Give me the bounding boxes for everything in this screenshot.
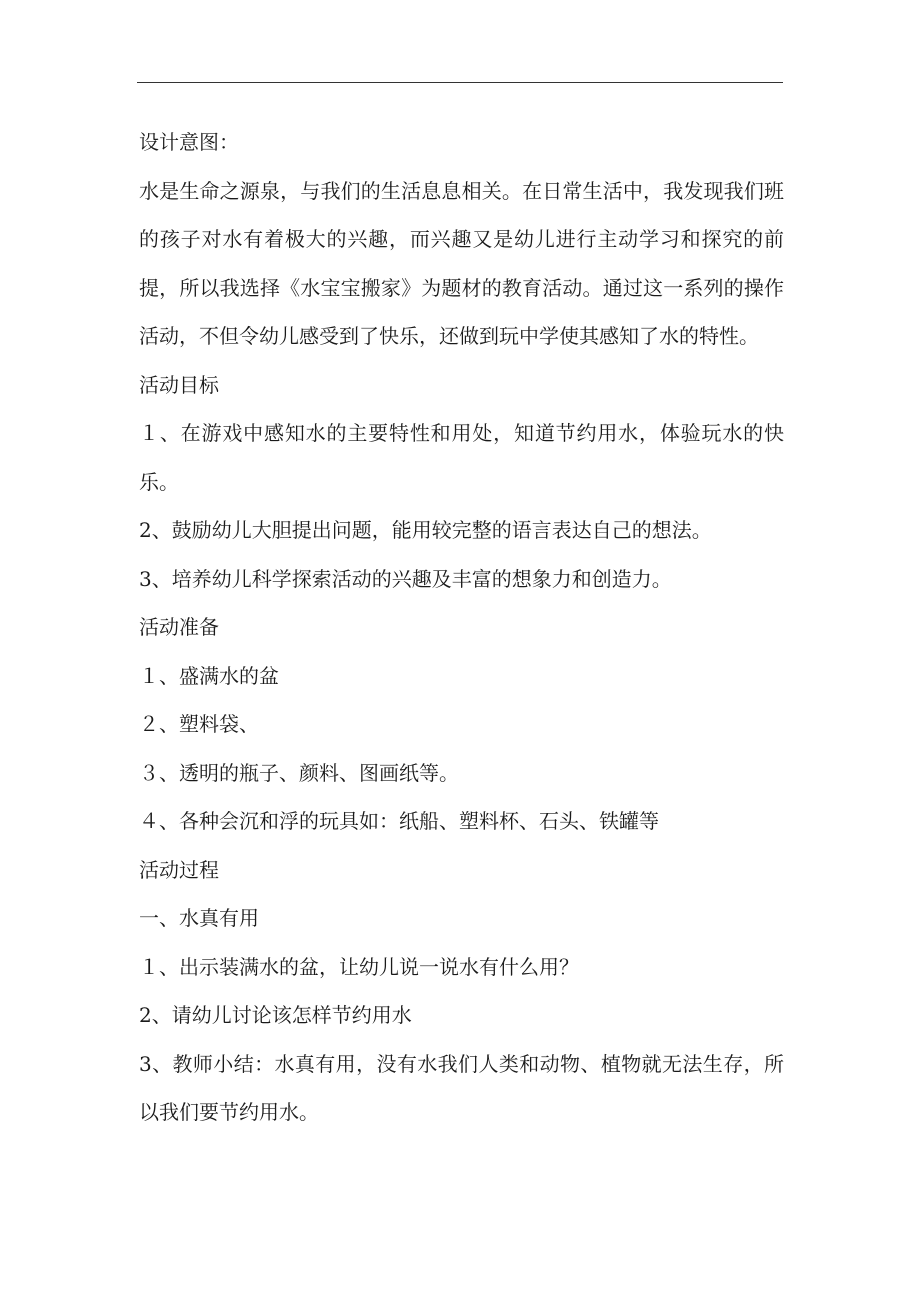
- document-body: [139, 118, 784, 1137]
- preparation-item-1: １、盛满水的盆: [139, 663, 279, 688]
- goal-item-1: １、在游戏中感知水的主要特性和用处，知道节约用水，体验玩水的快乐。: [139, 421, 784, 494]
- header-rule: [137, 82, 783, 83]
- paragraph-design-intent: 水是生命之源泉，与我们的生活息息相关。在日常生活中，我发现我们班的孩子对水有着极大的兴趣，而兴趣又是幼儿进行主动学习和探究的前提，所以我选择《水宝宝搬家》为题材的教育活动。通过这一系列的操作活动，不但令幼儿感受到了快乐，还做到玩中学使其感知了水的特性。: [139, 178, 784, 348]
- preparation-item-4: ４、各种会沉和浮的玩具如：纸船、塑料杯、石头、铁罐等: [139, 809, 659, 833]
- process-item-3: 3、教师小结：水真有用，没有水我们人类和动物、植物就无法生存，所以我们要节约用水。: [139, 1051, 784, 1124]
- process-item-2: 2、请幼儿讨论该怎样节约用水: [139, 1003, 412, 1027]
- process-subheading-1: 一、水真有用: [139, 906, 259, 930]
- section-heading-goals: 活动目标: [139, 372, 219, 397]
- process-item-1: １、出示装满水的盆，让幼儿说一说水有什么用？: [139, 954, 579, 979]
- section-heading-process: 活动过程: [139, 857, 219, 882]
- goal-item-3: 3、培养幼儿科学探索活动的兴趣及丰富的想象力和创造力。: [139, 566, 672, 591]
- section-heading-preparation: 活动准备: [139, 615, 219, 639]
- goal-item-2: 2、鼓励幼儿大胆提出问题，能用较完整的语言表达自己的想法。: [139, 518, 712, 542]
- preparation-item-2: ２、塑料袋、: [139, 712, 259, 736]
- section-heading-design-intent: 设计意图：: [139, 130, 239, 154]
- preparation-item-3: ３、透明的瓶子、颜料、图画纸等。: [139, 760, 459, 785]
